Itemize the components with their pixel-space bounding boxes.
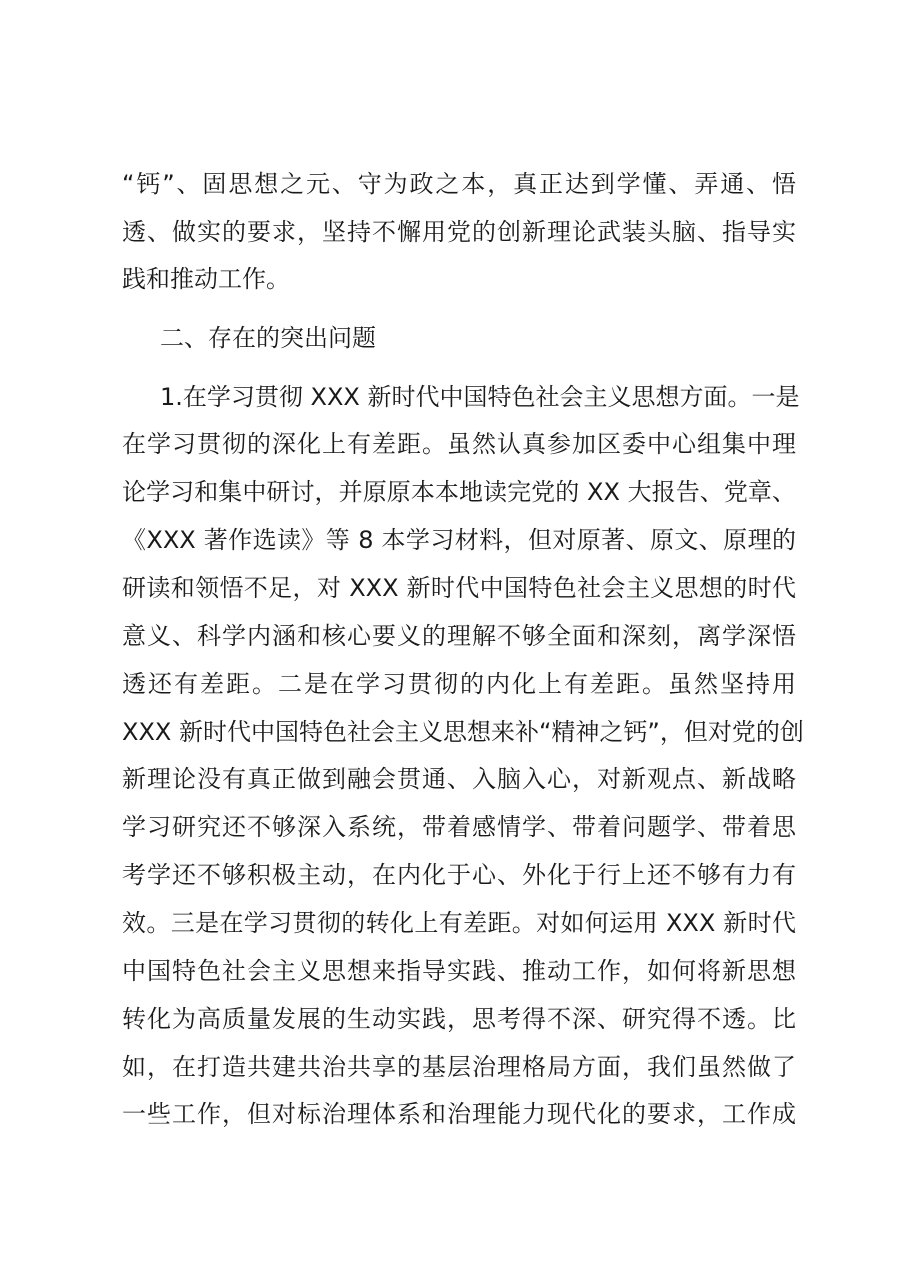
text-line: 在学习贯彻的深化上有差距。虽然认真参加区委中心组集中理 xyxy=(122,430,796,458)
text-line: 意义、科学内涵和核心要义的理解不够全面和深刻，离学深悟 xyxy=(122,622,796,650)
text-line: 《XXX 著作选读》等 8 本学习材料，但对原著、原文、原理的 xyxy=(122,526,796,554)
text-line: 一些工作，但对标治理体系和治理能力现代化的要求，工作成 xyxy=(122,1100,796,1128)
text-line: 如，在打造共建共治共享的基层治理格局方面，我们虽然做了 xyxy=(122,1053,796,1081)
text-line: 践和推动工作。 xyxy=(122,265,290,293)
text-line: 透还有差距。二是在学习贯彻的内化上有差距。虽然坚持用 xyxy=(122,670,796,698)
text-line: 学习研究还不够深入系统，带着感情学、带着问题学、带着思 xyxy=(122,813,796,841)
text-line: 转化为高质量发展的生动实践，思考得不深、研究得不透。比 xyxy=(122,1005,796,1033)
text-line: XXX 新时代中国特色社会主义思想来补“精神之钙”，但对党的创 xyxy=(122,718,804,746)
text-line: 1.在学习贯彻 XXX 新时代中国特色社会主义思想方面。一是 xyxy=(160,383,800,411)
section-heading: 二、存在的突出问题 xyxy=(160,324,376,352)
text-line: 效。三是在学习贯彻的转化上有差距。对如何运用 XXX 新时代 xyxy=(122,909,796,937)
text-line: “钙”、固思想之元、守为政之本，真正达到学懂、弄通、悟 xyxy=(122,170,796,198)
text-line: 中国特色社会主义思想来指导实践、推动工作，如何将新思想 xyxy=(122,957,796,985)
text-line: 新理论没有真正做到融会贯通、入脑入心，对新观点、新战略 xyxy=(122,765,796,793)
text-line: 透、做实的要求，坚持不懈用党的创新理论武装头脑、指导实 xyxy=(122,218,796,246)
text-line: 研读和领悟不足，对 XXX 新时代中国特色社会主义思想的时代 xyxy=(122,574,796,602)
text-line: 考学还不够积极主动，在内化于心、外化于行上还不够有力有 xyxy=(122,861,796,889)
text-line: 论学习和集中研讨，并原原本本地读完党的 XX 大报告、党章、 xyxy=(122,478,796,506)
